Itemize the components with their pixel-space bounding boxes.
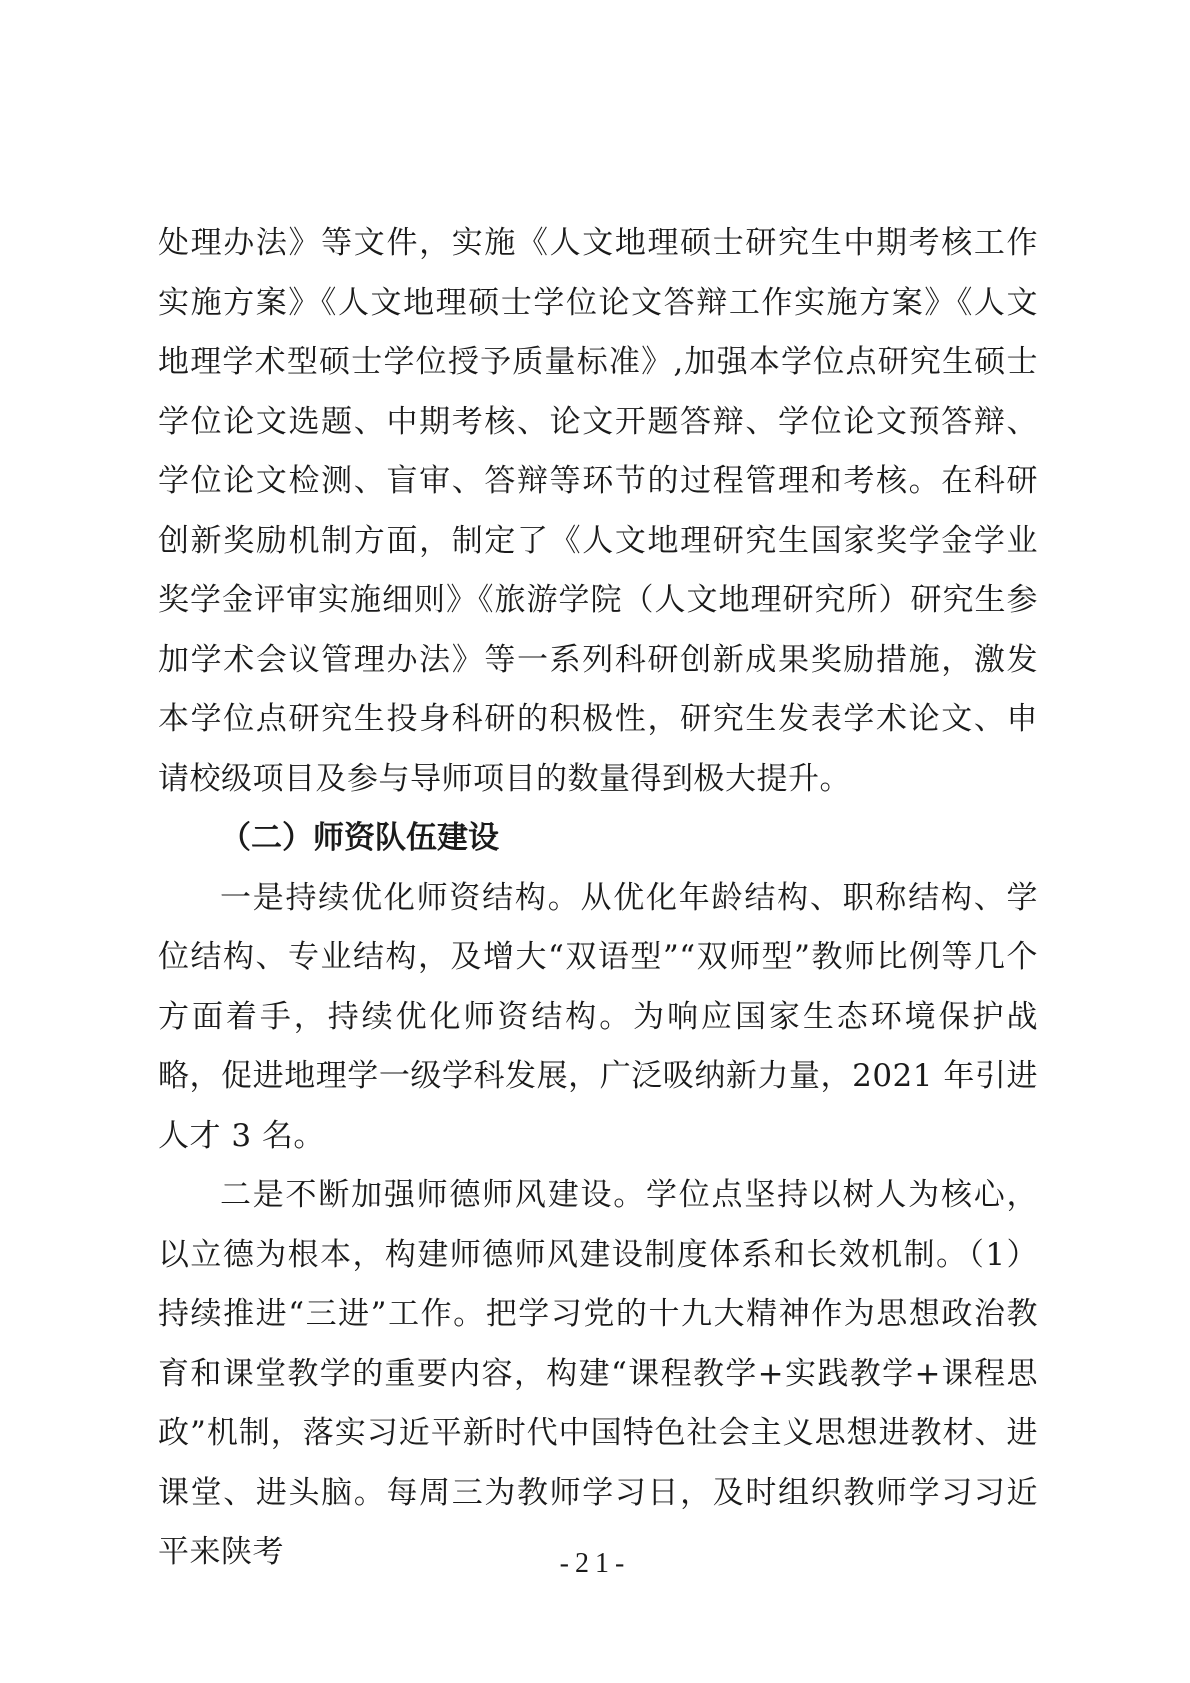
page-number: -21- <box>559 1548 631 1579</box>
section-heading: （二）师资队伍建设 <box>220 820 499 856</box>
paragraph-teacher-structure: 一是持续优化师资结构。从优化年龄结构、职称结构、学位结构、专业结构，及增大“双语型”“双师型”教师比例等几个方面着手，持续优化师资结构。为响应国家生态环境保护战略，促进地理学一级学科发展，广泛吸纳新力量，2021 年引进人才 3 名。 <box>158 879 1038 1154</box>
paragraph-teacher-ethics: 二是不断加强师德师风建设。学位点坚持以树人为核心，以立德为根本，构建师德师风建设制度体系和长效机制。（1）持续推进“三进”工作。把学习党的十九大精神作为思想政治教育和课堂教学的重要内容，构建“课程教学+实践教学+课程思政”机制，落实习近平新时代中国特色社会主义思想进教材、进课堂、进头脑。每周三为教师学习日，及时组织教师学习习近平来陕考 <box>158 1177 1038 1570</box>
document-body <box>158 214 1038 1583</box>
paragraph-continuation: 处理办法》等文件，实施《人文地理硕士研究生中期考核工作实施方案》《人文地理硕士学位论文答辩工作实施方案》《人文地理学术型硕士学位授予质量标准》,加强本学位点研究生硕士学位论文选题、中期考核、论文开题答辩、学位论文预答辩、学位论文检测、盲审、答辩等环节的过程管理和考核。在科研创新奖励机制方面，制定了《人文地理研究生国家奖学金学业奖学金评审实施细则》《旅游学院（人文地理研究所）研究生参加学术会议管理办法》等一系列科研创新成果奖励措施，激发本学位点研究生投身科研的积极性，研究生发表学术论文、申请校级项目及参与导师项目的数量得到极大提升。 <box>158 225 1038 797</box>
